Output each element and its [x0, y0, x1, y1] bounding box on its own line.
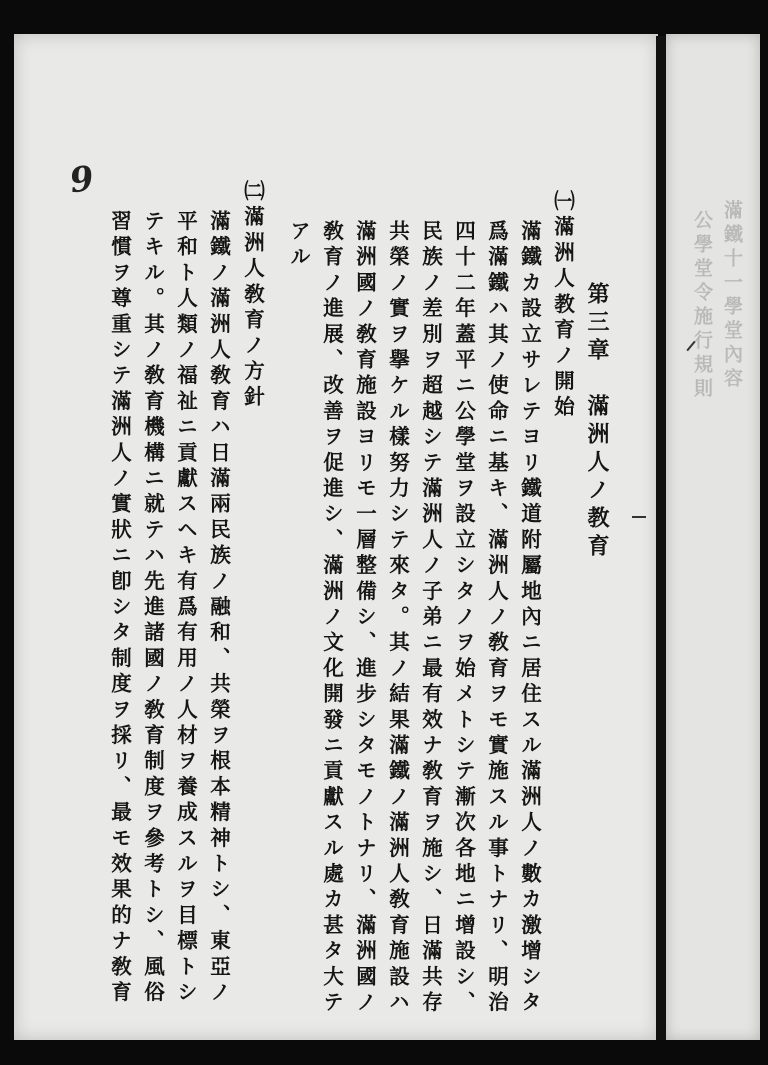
section1-line-2: 爲滿鐵ハ其ノ使命ニ基キ、滿洲人ノ敎育ヲモ實施スル事トナリ、明治	[484, 220, 509, 1017]
section1-line-1: 滿鐵カ設立サレテヨリ鐵道附屬地內ニ居住スル滿洲人ノ數カ激增シタ	[517, 220, 542, 1017]
stray-mark	[632, 516, 646, 518]
section1-line-5: 共榮ノ實ヲ擧ケル樣努力シテ來タ。其ノ結果滿鐵ノ滿洲人敎育施設ハ	[385, 220, 410, 1017]
section1-heading: ㈠滿洲人教育ノ開始	[550, 190, 575, 422]
section1-line-4: 民族ノ差別ヲ超越シテ滿洲人ノ子弟ニ最有效ナ敎育ヲ施シ、日滿共存	[418, 220, 443, 1017]
facing-page-line-1: 滿鐵十一學堂內容	[721, 200, 743, 392]
facing-page-line-2: 公學堂令施行規則	[691, 210, 713, 402]
section2-line-2: 平和ト人類ノ福祉ニ貢獻スヘキ有爲有用ノ人材ヲ養成スルヲ目標トシ	[173, 210, 198, 1007]
chapter-title: 第三章 滿洲人ノ教育	[584, 282, 610, 562]
section2-line-1: 滿鐵ノ滿洲人敎育ハ日滿兩民族ノ融和、共榮ヲ根本精神トシ、東亞ノ	[206, 210, 231, 1007]
page-number: 9	[67, 158, 97, 202]
section1-line-6: 滿洲國ノ敎育施設ヨリモ一層整備シ、進步シタモノトナリ、滿洲國ノ	[352, 220, 377, 1017]
section2-heading: ㈡滿洲人敎育ノ方針	[240, 180, 265, 412]
section1-line-8: アル	[286, 220, 311, 272]
section1-line-7: 敎育ノ進展、改善ヲ促進シ、滿洲ノ文化開發ニ貢獻スル處カ甚タ大テ	[319, 220, 344, 1017]
book-spine	[656, 36, 666, 1040]
section1-line-3: 四十二年蓋平ニ公學堂ヲ設立シタノヲ始メトシテ漸次各地ニ增設シ、	[451, 220, 476, 1017]
section2-line-3: テキル。其ノ敎育機構ニ就テハ先進諸國ノ敎育制度ヲ參考トシ、風俗	[140, 210, 165, 1007]
section2-line-4: 習慣ヲ尊重シテ滿洲人ノ實狀ニ卽シタ制度ヲ採リ、最モ效果的ナ敎育	[107, 210, 132, 1007]
facing-page	[666, 34, 760, 1040]
